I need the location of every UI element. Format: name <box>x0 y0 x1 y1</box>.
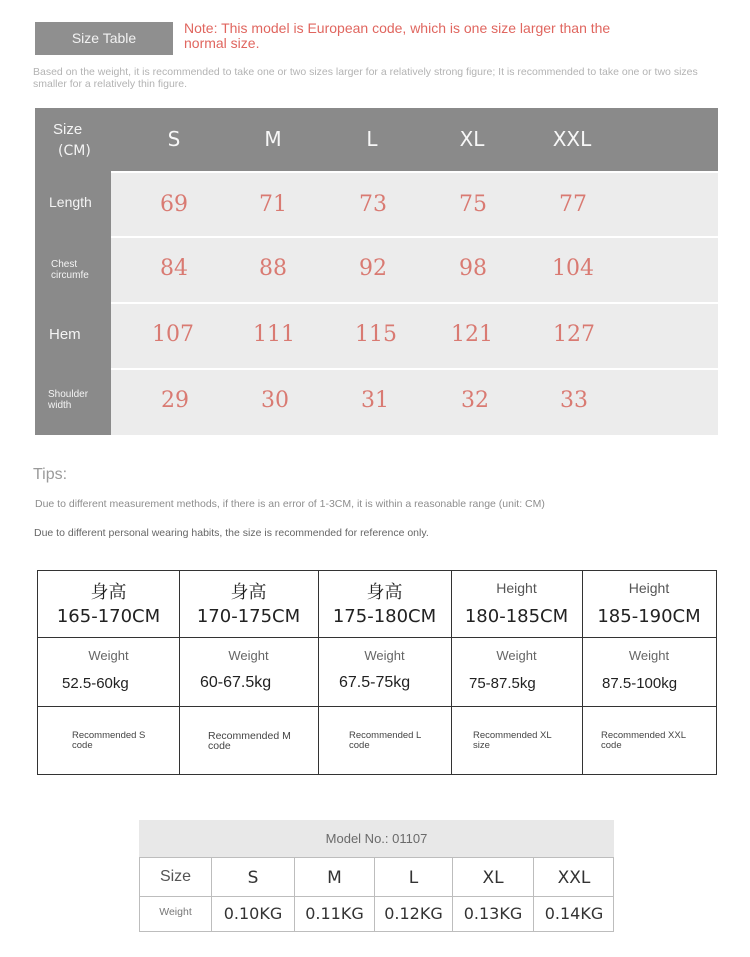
divider <box>38 706 716 707</box>
size-table <box>35 108 718 435</box>
size-recommendation: Recommended XXL code <box>601 730 686 751</box>
table-cell: 84 <box>160 256 188 281</box>
size-xl: XL <box>482 868 504 888</box>
size-s: S <box>247 868 259 888</box>
weight-value: 75-87.5kg <box>469 675 536 692</box>
table-cell: 127 <box>553 322 595 347</box>
divider <box>140 896 613 897</box>
model-weight-table <box>139 820 614 932</box>
table-cell: 75 <box>459 192 487 217</box>
sizing-advice: Based on the weight, it is recommended to take one or two sizes larger for a relatively strong figure; It is recommended to take one or two sizes smaller for a relatively thin figure. <box>33 66 698 90</box>
size-table-label: Size Table <box>35 22 173 55</box>
size-header-xl: XL <box>459 127 485 151</box>
table-cell: 31 <box>361 388 389 413</box>
height-label: 身高 <box>230 582 267 603</box>
weight-m: 0.11KG <box>305 904 364 923</box>
size-header-xxl: XXL <box>552 127 592 151</box>
height-label: Height <box>628 580 670 596</box>
table-cell: 107 <box>152 322 194 347</box>
weight-value: 60-67.5kg <box>200 674 272 691</box>
weight-s: 0.10KG <box>223 904 283 923</box>
size-recommendation: Recommended S code <box>72 730 146 751</box>
row-label-chest: Chest circumfe <box>51 259 89 281</box>
weight-xl: 0.13KG <box>463 904 523 923</box>
size-corner-label: Size <box>53 121 83 138</box>
weight-row-label: Weight <box>159 906 192 918</box>
weight-label: Weight <box>228 648 269 663</box>
size-xxl: XXL <box>557 868 591 888</box>
model-number: Model No.: 01107 <box>139 820 614 857</box>
divider <box>38 637 716 638</box>
height-label: 身高 <box>90 582 127 603</box>
table-cell: 32 <box>461 388 489 413</box>
weight-value: 52.5-60kg <box>62 675 129 692</box>
height-label: Height <box>496 580 537 596</box>
tip-measurement-error: Due to different measurement methods, if there is an error of 1-3CM, it is within a reasonable range (unit: CM) <box>35 498 545 510</box>
size-l: L <box>408 868 419 888</box>
size-header-s: S <box>167 127 181 151</box>
height-range: 185-190CM <box>597 606 701 627</box>
divider <box>451 571 452 774</box>
table-cell: 73 <box>359 192 387 217</box>
size-recommendation: Recommended L code <box>349 730 421 751</box>
model-grid <box>139 857 614 932</box>
table-cell: 69 <box>160 192 188 217</box>
height-weight-table <box>37 570 717 775</box>
weight-label: Weight <box>364 648 405 663</box>
table-cell: 88 <box>259 256 287 281</box>
unit-label: (CM) <box>58 143 91 159</box>
height-label: 身高 <box>366 582 403 603</box>
height-range: 175-180CM <box>332 606 437 627</box>
size-row-label: Size <box>159 868 192 885</box>
weight-l: 0.12KG <box>384 904 443 923</box>
size-header-m: M <box>264 127 282 151</box>
row-label-hem: Hem <box>49 326 81 343</box>
height-range: 180-185CM <box>464 606 569 627</box>
table-cell: 98 <box>459 256 487 281</box>
table-cell: 71 <box>259 192 287 217</box>
tips-heading: Tips: <box>33 466 68 483</box>
weight-label: Weight <box>496 648 537 663</box>
height-range: 165-170CM <box>56 606 161 627</box>
weight-xxl: 0.14KG <box>544 904 604 923</box>
table-cell: 77 <box>559 192 587 217</box>
row-label-shoulder: Shoulder width <box>48 389 89 411</box>
tip-wearing-habits: Due to different personal wearing habits, the size is recommended for reference only. <box>34 527 429 539</box>
size-recommendation: Recommended M code <box>208 730 291 752</box>
table-cell: 121 <box>451 322 493 347</box>
size-recommendation: Recommended XL size <box>473 730 552 751</box>
divider <box>582 571 583 774</box>
height-range: 170-175CM <box>196 606 301 627</box>
weight-value: 87.5-100kg <box>602 675 678 692</box>
size-header-l: L <box>366 127 378 151</box>
table-cell: 92 <box>359 256 387 281</box>
table-cell: 33 <box>560 388 588 413</box>
row-label-length: Length <box>49 194 92 210</box>
european-code-note: Note: This model is European code, which is one size larger than the normal size. <box>184 20 611 51</box>
weight-value: 67.5-75kg <box>339 674 411 691</box>
weight-label: Weight <box>88 648 129 663</box>
size-m: M <box>327 868 342 888</box>
table-cell: 30 <box>261 388 289 413</box>
table-cell: 115 <box>355 322 397 347</box>
weight-label: Weight <box>628 648 670 663</box>
table-cell: 104 <box>552 256 594 281</box>
table-cell: 111 <box>253 322 295 347</box>
table-cell: 29 <box>161 388 189 413</box>
